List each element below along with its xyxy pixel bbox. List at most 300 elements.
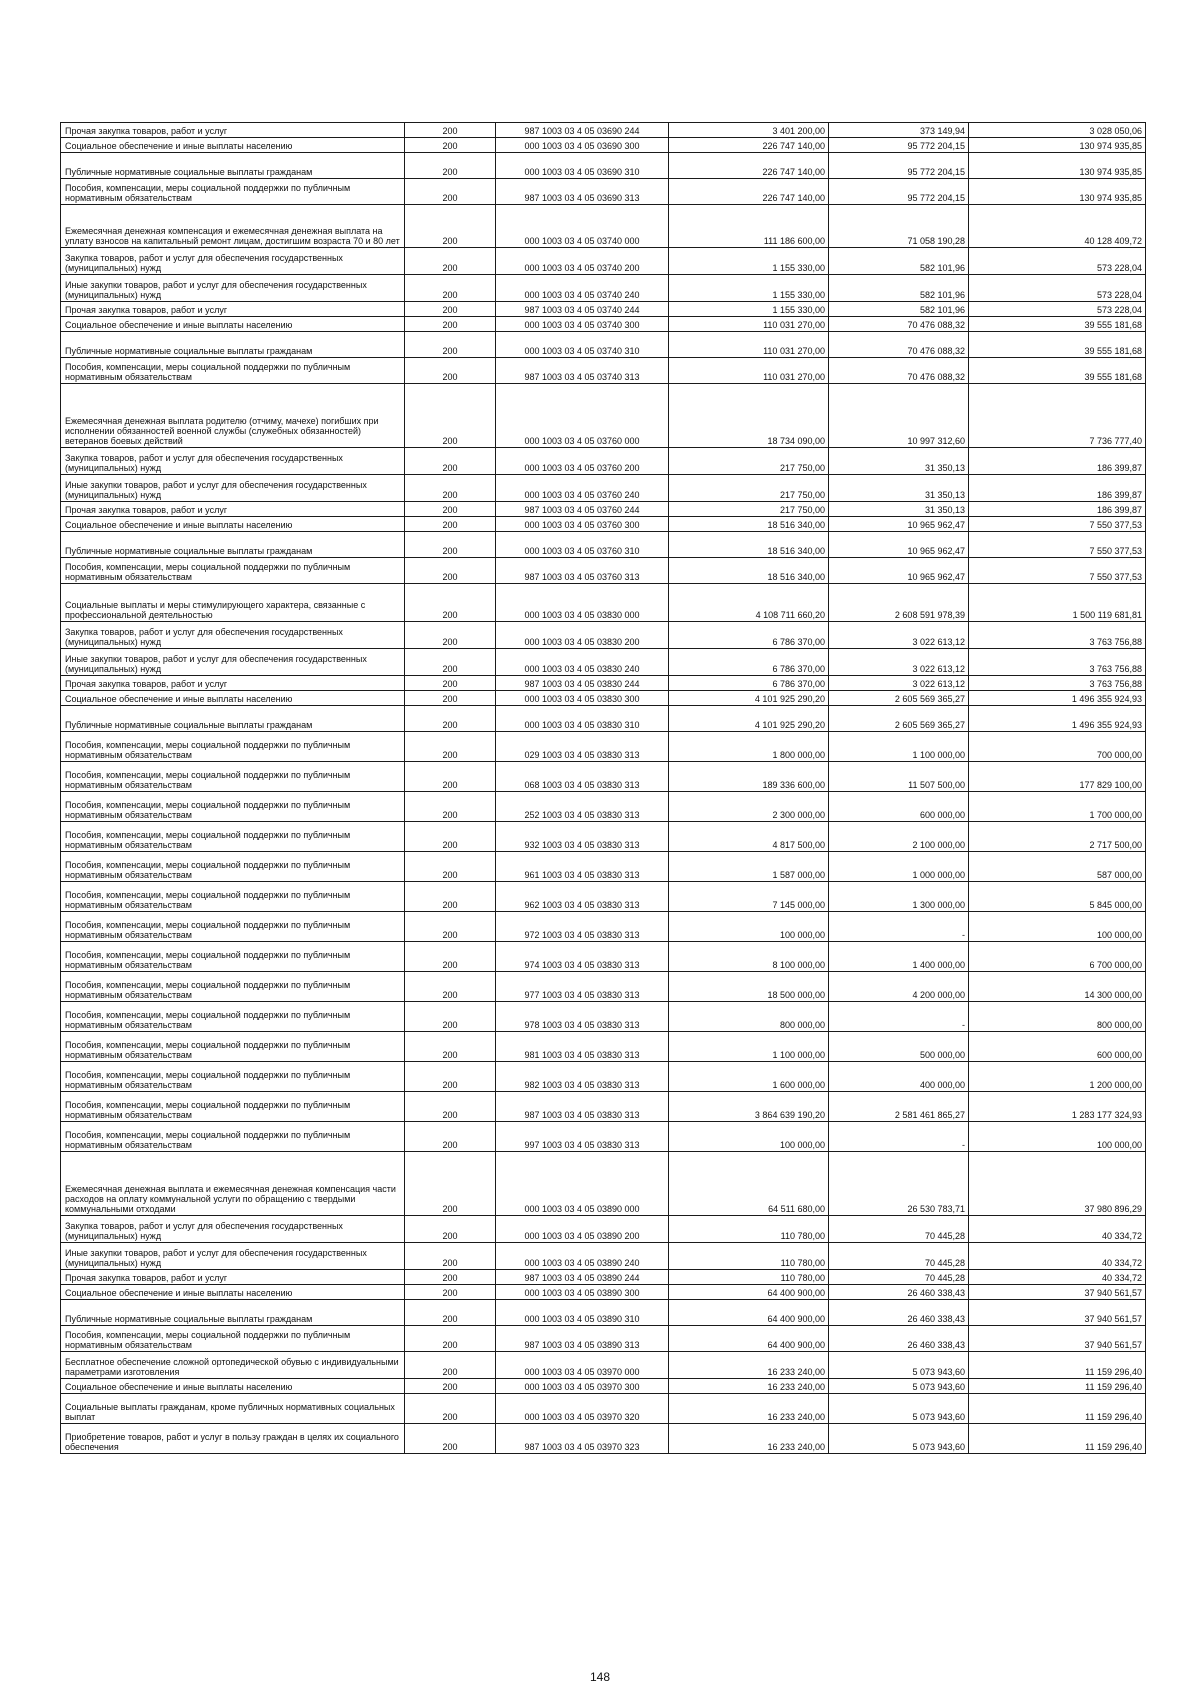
row-executed-amount-cell: 2 581 461 865,27	[829, 1092, 969, 1122]
row-budget-code-cell: 000 1003 03 4 05 03740 300	[496, 317, 669, 332]
row-executed-amount-cell: 2 605 569 365,27	[829, 691, 969, 706]
table-body	[61, 123, 1146, 1454]
row-name-cell: Социальное обеспечение и иные выплаты населению	[61, 1379, 405, 1394]
table-row	[61, 1002, 1146, 1032]
row-line-code-cell: 200	[405, 1032, 496, 1062]
row-name-cell: Социальное обеспечение и иные выплаты населению	[61, 317, 405, 332]
page-number: 148	[589, 1670, 611, 1684]
row-name-cell: Иные закупки товаров, работ и услуг для обеспечения государственных (муниципальных) нужд	[61, 649, 405, 676]
row-approved-amount-cell: 4 108 711 660,20	[669, 584, 829, 622]
row-remaining-amount-cell: 100 000,00	[969, 1122, 1146, 1152]
row-approved-amount-cell: 16 233 240,00	[669, 1352, 829, 1379]
table-row	[61, 1122, 1146, 1152]
row-line-code-cell: 200	[405, 332, 496, 358]
table-row	[61, 676, 1146, 691]
row-approved-amount-cell: 111 186 600,00	[669, 205, 829, 248]
row-remaining-amount-cell: 186 399,87	[969, 502, 1146, 517]
row-line-code-cell: 200	[405, 1002, 496, 1032]
row-remaining-amount-cell: 130 974 935,85	[969, 138, 1146, 153]
row-executed-amount-cell: 95 772 204,15	[829, 179, 969, 205]
row-approved-amount-cell: 1 600 000,00	[669, 1062, 829, 1092]
row-budget-code-cell: 000 1003 03 4 05 03830 310	[496, 706, 669, 732]
row-executed-amount-cell: 500 000,00	[829, 1032, 969, 1062]
row-approved-amount-cell: 6 786 370,00	[669, 622, 829, 649]
row-line-code-cell: 200	[405, 1285, 496, 1300]
row-name-cell: Пособия, компенсации, меры социальной поддержки по публичным нормативным обязательствам	[61, 1002, 405, 1032]
row-approved-amount-cell: 64 400 900,00	[669, 1285, 829, 1300]
row-executed-amount-cell: 2 100 000,00	[829, 822, 969, 852]
row-budget-code-cell: 000 1003 03 4 05 03740 310	[496, 332, 669, 358]
table-row	[61, 1394, 1146, 1424]
row-line-code-cell: 200	[405, 317, 496, 332]
row-executed-amount-cell: 10 965 962,47	[829, 532, 969, 558]
row-executed-amount-cell: 31 350,13	[829, 502, 969, 517]
row-budget-code-cell: 000 1003 03 4 05 03830 240	[496, 649, 669, 676]
table-row	[61, 358, 1146, 384]
table-row	[61, 1285, 1146, 1300]
row-line-code-cell: 200	[405, 138, 496, 153]
row-budget-code-cell: 981 1003 03 4 05 03830 313	[496, 1032, 669, 1062]
table-row	[61, 302, 1146, 317]
row-line-code-cell: 200	[405, 1122, 496, 1152]
row-executed-amount-cell: 3 022 613,12	[829, 649, 969, 676]
row-line-code-cell: 200	[405, 732, 496, 762]
row-name-cell: Пособия, компенсации, меры социальной поддержки по публичным нормативным обязательствам	[61, 732, 405, 762]
table-row	[61, 558, 1146, 584]
row-line-code-cell: 200	[405, 1379, 496, 1394]
table-row	[61, 622, 1146, 649]
row-remaining-amount-cell: 11 159 296,40	[969, 1352, 1146, 1379]
table-row	[61, 792, 1146, 822]
row-approved-amount-cell: 16 233 240,00	[669, 1424, 829, 1454]
row-approved-amount-cell: 3 401 200,00	[669, 123, 829, 138]
table-row	[61, 852, 1146, 882]
row-remaining-amount-cell: 800 000,00	[969, 1002, 1146, 1032]
row-approved-amount-cell: 1 100 000,00	[669, 1032, 829, 1062]
row-remaining-amount-cell: 40 334,72	[969, 1270, 1146, 1285]
row-line-code-cell: 200	[405, 1394, 496, 1424]
row-budget-code-cell: 000 1003 03 4 05 03830 000	[496, 584, 669, 622]
row-name-cell: Социальные выплаты гражданам, кроме публичных нормативных социальных выплат	[61, 1394, 405, 1424]
row-budget-code-cell: 000 1003 03 4 05 03760 000	[496, 384, 669, 448]
row-name-cell: Социальное обеспечение и иные выплаты населению	[61, 138, 405, 153]
table-row	[61, 317, 1146, 332]
row-name-cell: Публичные нормативные социальные выплаты гражданам	[61, 1300, 405, 1326]
row-remaining-amount-cell: 7 550 377,53	[969, 558, 1146, 584]
row-name-cell: Закупка товаров, работ и услуг для обеспечения государственных (муниципальных) нужд	[61, 1216, 405, 1243]
row-executed-amount-cell: 95 772 204,15	[829, 153, 969, 179]
row-remaining-amount-cell: 700 000,00	[969, 732, 1146, 762]
row-approved-amount-cell: 2 300 000,00	[669, 792, 829, 822]
row-remaining-amount-cell: 100 000,00	[969, 912, 1146, 942]
row-remaining-amount-cell: 177 829 100,00	[969, 762, 1146, 792]
row-line-code-cell: 200	[405, 475, 496, 502]
row-executed-amount-cell: 3 022 613,12	[829, 676, 969, 691]
row-executed-amount-cell: 10 965 962,47	[829, 517, 969, 532]
row-budget-code-cell: 961 1003 03 4 05 03830 313	[496, 852, 669, 882]
row-executed-amount-cell: 373 149,94	[829, 123, 969, 138]
table-row	[61, 942, 1146, 972]
row-line-code-cell: 200	[405, 248, 496, 275]
row-line-code-cell: 200	[405, 852, 496, 882]
table-row	[61, 275, 1146, 302]
row-executed-amount-cell: 26 460 338,43	[829, 1285, 969, 1300]
row-name-cell: Закупка товаров, работ и услуг для обеспечения государственных (муниципальных) нужд	[61, 248, 405, 275]
row-approved-amount-cell: 1 155 330,00	[669, 302, 829, 317]
row-budget-code-cell: 000 1003 03 4 05 03970 000	[496, 1352, 669, 1379]
row-remaining-amount-cell: 37 940 561,57	[969, 1300, 1146, 1326]
row-name-cell: Ежемесячная денежная компенсация и ежемесячная денежная выплата на уплату взносов на капитальный ремонт лицам, достигшим возраста 70 и 80 лет	[61, 205, 405, 248]
row-approved-amount-cell: 4 101 925 290,20	[669, 691, 829, 706]
row-name-cell: Ежемесячная денежная выплата и ежемесячная денежная компенсация части расходов на оплату коммунальной услуги по обращению с твердыми коммунальными отходами	[61, 1152, 405, 1216]
table-row	[61, 1243, 1146, 1270]
row-approved-amount-cell: 110 031 270,00	[669, 317, 829, 332]
row-remaining-amount-cell: 3 763 756,88	[969, 676, 1146, 691]
row-budget-code-cell: 972 1003 03 4 05 03830 313	[496, 912, 669, 942]
row-executed-amount-cell: 582 101,96	[829, 248, 969, 275]
row-approved-amount-cell: 64 400 900,00	[669, 1300, 829, 1326]
row-approved-amount-cell: 217 750,00	[669, 502, 829, 517]
row-executed-amount-cell: 71 058 190,28	[829, 205, 969, 248]
row-line-code-cell: 200	[405, 1300, 496, 1326]
row-approved-amount-cell: 16 233 240,00	[669, 1379, 829, 1394]
row-remaining-amount-cell: 14 300 000,00	[969, 972, 1146, 1002]
row-approved-amount-cell: 64 400 900,00	[669, 1326, 829, 1352]
row-name-cell: Пособия, компенсации, меры социальной поддержки по публичным нормативным обязательствам	[61, 558, 405, 584]
row-budget-code-cell: 000 1003 03 4 05 03830 300	[496, 691, 669, 706]
row-budget-code-cell: 000 1003 03 4 05 03890 200	[496, 1216, 669, 1243]
row-budget-code-cell: 068 1003 03 4 05 03830 313	[496, 762, 669, 792]
table-row	[61, 972, 1146, 1002]
table-row	[61, 1352, 1146, 1379]
row-executed-amount-cell: 70 445,28	[829, 1270, 969, 1285]
row-line-code-cell: 200	[405, 972, 496, 1002]
row-name-cell: Пособия, компенсации, меры социальной поддержки по публичным нормативным обязательствам	[61, 912, 405, 942]
row-budget-code-cell: 000 1003 03 4 05 03690 310	[496, 153, 669, 179]
table-row	[61, 822, 1146, 852]
row-budget-code-cell: 000 1003 03 4 05 03740 200	[496, 248, 669, 275]
row-remaining-amount-cell: 186 399,87	[969, 448, 1146, 475]
row-executed-amount-cell: 70 476 088,32	[829, 317, 969, 332]
row-remaining-amount-cell: 11 159 296,40	[969, 1394, 1146, 1424]
row-line-code-cell: 200	[405, 1243, 496, 1270]
row-remaining-amount-cell: 3 028 050,06	[969, 123, 1146, 138]
table-row	[61, 762, 1146, 792]
row-name-cell: Социальное обеспечение и иные выплаты населению	[61, 691, 405, 706]
row-approved-amount-cell: 18 516 340,00	[669, 532, 829, 558]
row-remaining-amount-cell: 39 555 181,68	[969, 317, 1146, 332]
row-line-code-cell: 200	[405, 1092, 496, 1122]
row-name-cell: Пособия, компенсации, меры социальной поддержки по публичным нормативным обязательствам	[61, 822, 405, 852]
table-row	[61, 532, 1146, 558]
row-approved-amount-cell: 7 145 000,00	[669, 882, 829, 912]
table-row	[61, 1424, 1146, 1454]
row-name-cell: Приобретение товаров, работ и услуг в пользу граждан в целях их социального обеспечения	[61, 1424, 405, 1454]
row-budget-code-cell: 000 1003 03 4 05 03760 300	[496, 517, 669, 532]
row-budget-code-cell: 029 1003 03 4 05 03830 313	[496, 732, 669, 762]
row-line-code-cell: 200	[405, 123, 496, 138]
row-name-cell: Пособия, компенсации, меры социальной поддержки по публичным нормативным обязательствам	[61, 852, 405, 882]
row-name-cell: Пособия, компенсации, меры социальной поддержки по публичным нормативным обязательствам	[61, 1062, 405, 1092]
table-row	[61, 475, 1146, 502]
row-executed-amount-cell: -	[829, 1002, 969, 1032]
row-line-code-cell: 200	[405, 1270, 496, 1285]
row-name-cell: Пособия, компенсации, меры социальной поддержки по публичным нормативным обязательствам	[61, 882, 405, 912]
row-line-code-cell: 200	[405, 1152, 496, 1216]
row-budget-code-cell: 000 1003 03 4 05 03890 000	[496, 1152, 669, 1216]
table-row	[61, 1062, 1146, 1092]
row-remaining-amount-cell: 37 940 561,57	[969, 1285, 1146, 1300]
row-approved-amount-cell: 110 780,00	[669, 1243, 829, 1270]
row-executed-amount-cell: 1 000 000,00	[829, 852, 969, 882]
row-executed-amount-cell: -	[829, 1122, 969, 1152]
row-line-code-cell: 200	[405, 882, 496, 912]
row-executed-amount-cell: 10 965 962,47	[829, 558, 969, 584]
table-row	[61, 732, 1146, 762]
row-budget-code-cell: 000 1003 03 4 05 03760 240	[496, 475, 669, 502]
row-name-cell: Пособия, компенсации, меры социальной поддержки по публичным нормативным обязательствам	[61, 972, 405, 1002]
row-budget-code-cell: 987 1003 03 4 05 03890 244	[496, 1270, 669, 1285]
row-remaining-amount-cell: 7 736 777,40	[969, 384, 1146, 448]
row-budget-code-cell: 000 1003 03 4 05 03830 200	[496, 622, 669, 649]
table-row	[61, 1270, 1146, 1285]
row-approved-amount-cell: 800 000,00	[669, 1002, 829, 1032]
row-remaining-amount-cell: 1 200 000,00	[969, 1062, 1146, 1092]
row-approved-amount-cell: 3 864 639 190,20	[669, 1092, 829, 1122]
row-budget-code-cell: 987 1003 03 4 05 03890 313	[496, 1326, 669, 1352]
row-remaining-amount-cell: 130 974 935,85	[969, 153, 1146, 179]
row-budget-code-cell: 987 1003 03 4 05 03740 244	[496, 302, 669, 317]
row-approved-amount-cell: 8 100 000,00	[669, 942, 829, 972]
row-budget-code-cell: 000 1003 03 4 05 03970 300	[496, 1379, 669, 1394]
row-name-cell: Ежемесячная денежная выплата родителю (отчиму, мачехе) погибших при исполнении обязанностей военной службы (служебных обязанностей) ветеранов боевых действий	[61, 384, 405, 448]
row-line-code-cell: 200	[405, 649, 496, 676]
row-executed-amount-cell: 31 350,13	[829, 448, 969, 475]
row-line-code-cell: 200	[405, 706, 496, 732]
row-executed-amount-cell: 1 400 000,00	[829, 942, 969, 972]
row-remaining-amount-cell: 5 845 000,00	[969, 882, 1146, 912]
row-executed-amount-cell: 10 997 312,60	[829, 384, 969, 448]
row-remaining-amount-cell: 39 555 181,68	[969, 332, 1146, 358]
row-budget-code-cell: 987 1003 03 4 05 03690 244	[496, 123, 669, 138]
row-executed-amount-cell: 31 350,13	[829, 475, 969, 502]
table-row	[61, 1326, 1146, 1352]
row-line-code-cell: 200	[405, 384, 496, 448]
row-approved-amount-cell: 1 155 330,00	[669, 275, 829, 302]
row-approved-amount-cell: 100 000,00	[669, 912, 829, 942]
row-budget-code-cell: 997 1003 03 4 05 03830 313	[496, 1122, 669, 1152]
row-name-cell: Прочая закупка товаров, работ и услуг	[61, 676, 405, 691]
row-approved-amount-cell: 18 516 340,00	[669, 517, 829, 532]
row-executed-amount-cell: 70 476 088,32	[829, 332, 969, 358]
row-remaining-amount-cell: 40 128 409,72	[969, 205, 1146, 248]
table-row	[61, 153, 1146, 179]
row-approved-amount-cell: 226 747 140,00	[669, 153, 829, 179]
row-name-cell: Публичные нормативные социальные выплаты гражданам	[61, 332, 405, 358]
row-remaining-amount-cell: 573 228,04	[969, 302, 1146, 317]
row-name-cell: Иные закупки товаров, работ и услуг для обеспечения государственных (муниципальных) нужд	[61, 475, 405, 502]
row-approved-amount-cell: 226 747 140,00	[669, 138, 829, 153]
row-name-cell: Пособия, компенсации, меры социальной поддержки по публичным нормативным обязательствам	[61, 179, 405, 205]
row-executed-amount-cell: 95 772 204,15	[829, 138, 969, 153]
row-name-cell: Иные закупки товаров, работ и услуг для обеспечения государственных (муниципальных) нужд	[61, 1243, 405, 1270]
row-approved-amount-cell: 100 000,00	[669, 1122, 829, 1152]
row-executed-amount-cell: 582 101,96	[829, 275, 969, 302]
row-executed-amount-cell: 3 022 613,12	[829, 622, 969, 649]
table-row	[61, 1152, 1146, 1216]
row-remaining-amount-cell: 1 283 177 324,93	[969, 1092, 1146, 1122]
row-line-code-cell: 200	[405, 302, 496, 317]
row-approved-amount-cell: 1 800 000,00	[669, 732, 829, 762]
row-budget-code-cell: 978 1003 03 4 05 03830 313	[496, 1002, 669, 1032]
table-row	[61, 1379, 1146, 1394]
row-name-cell: Публичные нормативные социальные выплаты гражданам	[61, 706, 405, 732]
row-line-code-cell: 200	[405, 792, 496, 822]
row-line-code-cell: 200	[405, 1062, 496, 1092]
table-row	[61, 123, 1146, 138]
row-budget-code-cell: 987 1003 03 4 05 03760 313	[496, 558, 669, 584]
budget-execution-table	[60, 122, 1146, 1454]
row-budget-code-cell: 000 1003 03 4 05 03690 300	[496, 138, 669, 153]
row-budget-code-cell: 982 1003 03 4 05 03830 313	[496, 1062, 669, 1092]
row-line-code-cell: 200	[405, 502, 496, 517]
table-row	[61, 1300, 1146, 1326]
row-line-code-cell: 200	[405, 622, 496, 649]
table-row	[61, 882, 1146, 912]
row-approved-amount-cell: 18 734 090,00	[669, 384, 829, 448]
row-name-cell: Закупка товаров, работ и услуг для обеспечения государственных (муниципальных) нужд	[61, 622, 405, 649]
row-approved-amount-cell: 18 516 340,00	[669, 558, 829, 584]
row-remaining-amount-cell: 1 496 355 924,93	[969, 691, 1146, 706]
row-budget-code-cell: 974 1003 03 4 05 03830 313	[496, 942, 669, 972]
row-executed-amount-cell: 1 300 000,00	[829, 882, 969, 912]
row-line-code-cell: 200	[405, 1424, 496, 1454]
table-row	[61, 1216, 1146, 1243]
row-budget-code-cell: 000 1003 03 4 05 03740 000	[496, 205, 669, 248]
row-line-code-cell: 200	[405, 517, 496, 532]
row-executed-amount-cell: 70 476 088,32	[829, 358, 969, 384]
table-row	[61, 1092, 1146, 1122]
row-name-cell: Пособия, компенсации, меры социальной поддержки по публичным нормативным обязательствам	[61, 358, 405, 384]
row-remaining-amount-cell: 2 717 500,00	[969, 822, 1146, 852]
row-name-cell: Прочая закупка товаров, работ и услуг	[61, 302, 405, 317]
row-approved-amount-cell: 1 587 000,00	[669, 852, 829, 882]
table-row	[61, 912, 1146, 942]
row-line-code-cell: 200	[405, 358, 496, 384]
row-line-code-cell: 200	[405, 584, 496, 622]
row-executed-amount-cell: 11 507 500,00	[829, 762, 969, 792]
row-remaining-amount-cell: 39 555 181,68	[969, 358, 1146, 384]
row-line-code-cell: 200	[405, 205, 496, 248]
row-remaining-amount-cell: 40 334,72	[969, 1243, 1146, 1270]
row-approved-amount-cell: 6 786 370,00	[669, 676, 829, 691]
row-name-cell: Пособия, компенсации, меры социальной поддержки по публичным нормативным обязательствам	[61, 792, 405, 822]
row-line-code-cell: 200	[405, 1352, 496, 1379]
row-line-code-cell: 200	[405, 912, 496, 942]
row-name-cell: Бесплатное обеспечение сложной ортопедической обувью с индивидуальными параметрами изготовления	[61, 1352, 405, 1379]
row-budget-code-cell: 962 1003 03 4 05 03830 313	[496, 882, 669, 912]
row-remaining-amount-cell: 11 159 296,40	[969, 1379, 1146, 1394]
row-approved-amount-cell: 110 780,00	[669, 1216, 829, 1243]
row-line-code-cell: 200	[405, 558, 496, 584]
row-line-code-cell: 200	[405, 532, 496, 558]
row-approved-amount-cell: 217 750,00	[669, 475, 829, 502]
row-name-cell: Пособия, компенсации, меры социальной поддержки по публичным нормативным обязательствам	[61, 1032, 405, 1062]
row-name-cell: Публичные нормативные социальные выплаты гражданам	[61, 153, 405, 179]
row-remaining-amount-cell: 11 159 296,40	[969, 1424, 1146, 1454]
row-budget-code-cell: 987 1003 03 4 05 03830 313	[496, 1092, 669, 1122]
row-line-code-cell: 200	[405, 691, 496, 706]
row-name-cell: Прочая закупка товаров, работ и услуг	[61, 502, 405, 517]
row-budget-code-cell: 987 1003 03 4 05 03970 323	[496, 1424, 669, 1454]
row-name-cell: Пособия, компенсации, меры социальной поддержки по публичным нормативным обязательствам	[61, 1326, 405, 1352]
row-remaining-amount-cell: 7 550 377,53	[969, 517, 1146, 532]
row-budget-code-cell: 987 1003 03 4 05 03690 313	[496, 179, 669, 205]
row-approved-amount-cell: 217 750,00	[669, 448, 829, 475]
row-name-cell: Социальное обеспечение и иные выплаты населению	[61, 1285, 405, 1300]
row-budget-code-cell: 000 1003 03 4 05 03890 310	[496, 1300, 669, 1326]
row-approved-amount-cell: 18 500 000,00	[669, 972, 829, 1002]
row-remaining-amount-cell: 573 228,04	[969, 248, 1146, 275]
table-row	[61, 448, 1146, 475]
row-line-code-cell: 200	[405, 942, 496, 972]
row-executed-amount-cell: 26 460 338,43	[829, 1300, 969, 1326]
row-line-code-cell: 200	[405, 153, 496, 179]
table-row	[61, 706, 1146, 732]
row-remaining-amount-cell: 37 940 561,57	[969, 1326, 1146, 1352]
row-line-code-cell: 200	[405, 762, 496, 792]
row-executed-amount-cell: 2 608 591 978,39	[829, 584, 969, 622]
row-approved-amount-cell: 110 031 270,00	[669, 332, 829, 358]
row-executed-amount-cell: 5 073 943,60	[829, 1352, 969, 1379]
row-budget-code-cell: 000 1003 03 4 05 03890 240	[496, 1243, 669, 1270]
row-approved-amount-cell: 16 233 240,00	[669, 1394, 829, 1424]
row-remaining-amount-cell: 40 334,72	[969, 1216, 1146, 1243]
row-name-cell: Социальное обеспечение и иные выплаты населению	[61, 517, 405, 532]
row-executed-amount-cell: 4 200 000,00	[829, 972, 969, 1002]
row-remaining-amount-cell: 1 500 119 681,81	[969, 584, 1146, 622]
row-remaining-amount-cell: 37 980 896,29	[969, 1152, 1146, 1216]
row-approved-amount-cell: 226 747 140,00	[669, 179, 829, 205]
row-budget-code-cell: 252 1003 03 4 05 03830 313	[496, 792, 669, 822]
row-approved-amount-cell: 110 031 270,00	[669, 358, 829, 384]
row-approved-amount-cell: 64 511 680,00	[669, 1152, 829, 1216]
table-row	[61, 248, 1146, 275]
row-line-code-cell: 200	[405, 275, 496, 302]
row-remaining-amount-cell: 3 763 756,88	[969, 649, 1146, 676]
row-line-code-cell: 200	[405, 676, 496, 691]
row-budget-code-cell: 987 1003 03 4 05 03740 313	[496, 358, 669, 384]
row-name-cell: Прочая закупка товаров, работ и услуг	[61, 123, 405, 138]
table-row	[61, 517, 1146, 532]
row-approved-amount-cell: 110 780,00	[669, 1270, 829, 1285]
table-row	[61, 502, 1146, 517]
row-executed-amount-cell: 5 073 943,60	[829, 1394, 969, 1424]
row-budget-code-cell: 000 1003 03 4 05 03760 200	[496, 448, 669, 475]
table-row	[61, 691, 1146, 706]
row-name-cell: Публичные нормативные социальные выплаты гражданам	[61, 532, 405, 558]
row-line-code-cell: 200	[405, 448, 496, 475]
row-line-code-cell: 200	[405, 179, 496, 205]
row-approved-amount-cell: 189 336 600,00	[669, 762, 829, 792]
row-name-cell: Пособия, компенсации, меры социальной поддержки по публичным нормативным обязательствам	[61, 1092, 405, 1122]
row-budget-code-cell: 000 1003 03 4 05 03760 310	[496, 532, 669, 558]
row-budget-code-cell: 000 1003 03 4 05 03890 300	[496, 1285, 669, 1300]
row-executed-amount-cell: 26 460 338,43	[829, 1326, 969, 1352]
row-remaining-amount-cell: 1 496 355 924,93	[969, 706, 1146, 732]
row-name-cell: Социальные выплаты и меры стимулирующего характера, связанные с профессиональной деятельностью	[61, 584, 405, 622]
row-name-cell: Пособия, компенсации, меры социальной поддержки по публичным нормативным обязательствам	[61, 1122, 405, 1152]
